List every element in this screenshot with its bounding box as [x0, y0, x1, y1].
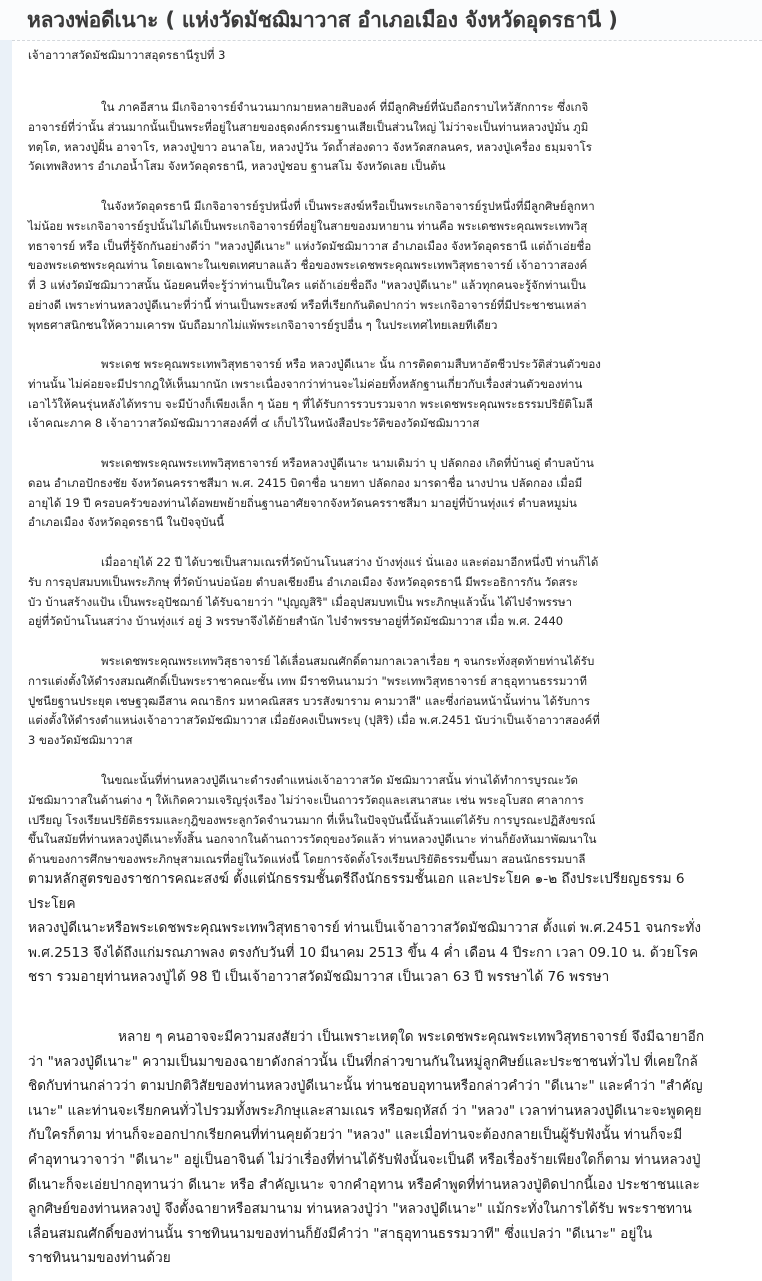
paragraph-line: เจ้าคณะภาค 8 เจ้าอาวาสวัดมัชฌิมาวาสองค์ที่ ๔ เก็บไว้ในหนังสือประวัติของวัดมัชฌิมาวาส — [28, 416, 480, 431]
paragraph — [28, 454, 594, 533]
paragraph-line: พระเดชพระคุณพระเทพวิสุธาจารย์ ได้เลื่อนสมณศักดิ์ตามกาลเวลาเรื่อย ๆ จนกระทั่งสุดท้ายท่านได้รับ — [101, 654, 595, 668]
paragraph-line: ในจังหวัดอุดรธานี มีเกจิอาจารย์รูปหนึ่งที่ เป็นพระสงฆ์หรือเป็นพระเกจิอาจารย์รูปหนึ่งที่มีลูกศิษย์ลูกหา — [101, 199, 595, 213]
paragraph — [28, 355, 601, 434]
paragraph-line: ชรา รวมอายุท่านหลวงปู่ได้ 98 ปี เป็นเจ้าอาวาสวัดมัชฌิมาวาส เป็นเวลา 63 ปี พรรษาได้ 76 พรรษา — [28, 969, 610, 986]
paragraph-line: รับ การอุปสมบทเป็นพระภิกษุ ที่วัดบ้านบ่อน้อย ตำบลเชียงยืน อำเภอเมือง จังหวัดอุดรธานี มีพระอธิการกัน วัดสระ — [28, 574, 579, 589]
paragraph-line: หลาย ๆ คนอาจจะมีความสงสัยว่า เป็นเพราะเหตุใด พระเดชพระคุณพระเทพวิสุทธาจารย์ จึงมีฉายาอีก — [118, 1029, 705, 1045]
paragraph-line: ท่านนั้น ไม่ค่อยจะมีปรากฎให้เห็นมากนัก เพราะเนื่องจากว่าท่านจะไม่ค่อยทิ้งหลักฐานเกี่ยวกับเรื่องส่วนตัวของท่าน — [28, 376, 583, 391]
paragraph-line: พระเดช พระคุณพระเทพวิสุทธาจารย์ หรือ หลวงปู่ดีเนาะ นั้น การติดตามสืบหาอัตชีวประวัติส่วนตัวของ — [101, 357, 601, 371]
paragraph-line: อำเภอเมือง จังหวัดอุดรธานี ในปัจจุบันนี้ — [28, 515, 225, 530]
paragraph — [28, 197, 595, 336]
paragraph-line: บัว บ้านสร้างแป้น เป็นพระอุปัชฌาย์ ได้รับฉายาว่า "ปุญญสิริ" เมื่ออุปสมบทเป็น พระภิกษุแล้วนั้น ได้ไปจำพรรษา — [28, 594, 573, 609]
paragraph-line: คำอุทานวาจาว่า "ดีเนาะ" อยู่เป็นอาจินต์ ไม่ว่าเรื่องที่ท่านได้รับฟังนั้นจะเป็นดี หรือเรื่องร้ายเพียงใดก็ตาม ท่านหลวงปู่ — [28, 1151, 701, 1168]
subtitle: เจ้าอาวาสวัดมัชฌิมาวาสอุดรธานีรูปที่ 3 — [28, 48, 226, 62]
paragraph-line: ปูชนียฐานประยุต เชษฐวุฒอีสาน คณาธิกร มหาคณิสสร บวรสังฆาราม คามวาสี" และซึ่งก่อนหน้านั้นท่าน ได้รับการ — [28, 693, 591, 708]
paragraph-line: ลูกศิษย์ของท่านหลวงปู่ จึงตั้งฉายาหรือสมานาม ท่านหลวงปู่ว่า "หลวงปู่ดีเนาะ" แม้กระทั่งในการได้รับ พระราชทาน — [28, 1201, 692, 1218]
page-title: หลวงพ่อดีเนาะ ( แห่งวัดมัชฌิมาวาส อำเภอเมือง จังหวัดอุดรธานี ) — [27, 8, 618, 32]
paragraph-line: ดีเนาะก็จะเอ่ยปากอุทานว่า ดีเนาะ หรือ สำคัญเนาะ จากคำอุทาน หรือคำพูดที่ท่านหลวงปู่ติดปากนี้เอง ประชาชนและ — [28, 1176, 700, 1193]
paragraph-line: ทธาจารย์ หรือ เป็นที่รู้จักกันอย่างดีว่า "หลวงปู่ดีเนาะ" แห่งวัดมัชฌิมาวาส อำเภอเมือง จังหวัดอุดรธานี แต่ถ้าเอ่ยชื่อ — [28, 238, 592, 253]
title-divider — [12, 40, 762, 41]
paragraph — [28, 553, 598, 632]
paragraph-line: กับใครก็ตาม ท่านก็จะออกปากเรียกคนที่ท่านคุยด้วยว่า "หลวง" และเมื่อท่านจะต้องกลายเป็นผู้รับฟังนั้น ท่านก็จะมี — [28, 1127, 683, 1144]
paragraph-line: พุทธศาสนิกชนให้ความเคารพ นับถือมากไม่แพ้พระเกจิอาจารย์รูปอื่น ๆ ในประเทศไทยเลยทีเดียว — [28, 317, 498, 332]
paragraph-line: ที่ 3 แห่งวัดมัชฌิมาวาสนั้น น้อยคนที่จะรู้ว่าท่านเป็นใคร แต่ถ้าเอ่ยชื่อถึง "หลวงปู่ดีเนาะ" แล้วทุกคนจะรู้จักท่านเป็น — [28, 278, 586, 293]
paragraph-line: ในขณะนั้นที่ท่านหลวงปู่ดีเนาะดำรงตำแหน่งเจ้าอาวาสวัด มัชฌิมาวาสนั้น ท่านได้ทำการบูรณะวัด — [101, 773, 578, 787]
paragraph-line: เอาไว้ให้คนรุ่นหลังได้ทราบ จะมีบ้างก็เพียงเล็ก ๆ น้อย ๆ ที่ได้รับการรวบรวมจาก พระเดชพระคุณพระธรรมปริยัติโมลี — [28, 396, 593, 411]
paragraph-line: ขึ้นในสมัยที่ท่านหลวงปู่ดีเนาะทั้งสิ้น นอกจากในด้านถาวรวัตถุของวัดแล้ว ท่านหลวงปู่ดีเนาะ ท่านก็ยังหันมาพัฒนาใน — [28, 832, 597, 847]
paragraph-line: ของพระเดชพระคุณท่าน โดยเฉพาะในเขตเทศบาลแล้ว ชื่อของพระเดชพระคุณพระเทพวิสุทธาจารย์ เจ้าอาวาสองค์ — [28, 258, 588, 273]
paragraph — [28, 652, 600, 751]
paragraph-line: เนาะ" และท่านจะเรียกคนทั่วไปรวมทั้งพระภิกษุและสามเณร หรือฆฤหัสถ์ ว่า "หลวง" เวลาท่านหลวงปู่ดีเนาะจะพูดคุย — [28, 1102, 702, 1119]
paragraph-line: ตามหลักสูตรของราชการคณะสงฆ์ ตั้งแต่นักธรรมชั้นตรีถึงนักธรรมชั้นเอก และประโยค ๑-๒ ถึงประเปรียญธรรม 6 — [28, 871, 685, 887]
paragraph-line: อย่างดี เพราะท่านหลวงปู่ดีเนาะที่ว่านี้ ท่านเป็นพระสงฆ์ หรือที่เรียกกันติดปากว่า พระเกจิอาจารย์ที่มีประชาชนเหล่า — [28, 297, 587, 312]
paragraph-line: ดอน อำเภอปักธงชัย จังหวัดนครราชสีมา พ.ศ. 2415 บิดาชื่อ นายทา ปลัดกอง มารดาชื่อ นางปาน ปลัดกอง เมื่อมี — [28, 475, 583, 490]
paragraph-line: เลื่อนสมณศักดิ์ของท่านนั้น ราชทินนามของท่านก็ยังมีคำว่า "สาธุอุทานธรรมวาที" ซึ่งแปลว่า "ดีเนาะ" อยู่ใน — [28, 1225, 653, 1242]
paragraph-line: ว่า "หลวงปู่ดีเนาะ" ความเป็นมาของฉายาดังกล่าวนั้น เป็นที่กล่าวขานกันในหมู่ลูกศิษย์และประชาชนทั่วไป ที่เคยใกล้ — [28, 1053, 698, 1070]
paragraph-line: ด้านของการศึกษาของพระภิกษุสามเณรที่อยู่ในวัดแห่งนี้ โดยการจัดตั้งโรงเรียนปริยัติธรรมขึ้นมา สอนนักธรรมบาลี — [28, 852, 586, 867]
paragraph-line: อาจารย์ที่ว่านั้น ส่วนมากนั้นเป็นพระที่อยู่ในสายของธุดงค์กรรมฐานเสียเป็นส่วนใหญ่ ไม่ว่าจะเป็นท่านหลวงปู่มั่น ภูมิ — [28, 119, 589, 134]
paragraph-line: เมื่ออายุได้ 22 ปี ได้บวชเป็นสามเณรที่วัดบ้านโนนสว่าง บ้างทุ่งแร่ นั่นเอง และต่อมาอีกหนึ่งปี ท่านก็ได้ — [101, 555, 599, 569]
paragraph-line: พระเดชพระคุณพระเทพวิสุทธาจารย์ หรือหลวงปู่ดีเนาะ นามเดิมว่า บุ ปลัดกอง เกิดที่บ้านดู่ ตำบลบ้าน — [101, 456, 594, 470]
paragraph-line: ใน ภาคอีสาน มีเกจิอาจารย์จำนวนมากมายหลายสิบองค์ ที่มีลูกศิษย์ที่นับถือกราบไหว้สักการะ ซึ่งเกจิ — [101, 100, 589, 114]
paragraph-line: การแต่งตั้งให้ดำรงสมณศักดิ์เป็นพระราชาคณะชั้น เทพ มีราชทินนามว่า "พระเทพวิสุทธาจารย์ สาธุอุทานธรรมวาที — [28, 673, 587, 688]
paragraph-line: ไม่น้อย พระเกจิอาจารย์รูปนั้นไม่ได้เป็นพระเกจิอาจารย์ที่อยู่ในสายของมหายาน ท่านคือ พระเดชพระคุณพระเทพวิสุ — [28, 218, 588, 233]
paragraph — [28, 98, 592, 177]
paragraph-line: ราชทินนามของท่านด้วย — [28, 1250, 171, 1267]
paragraph-line: อยู่ที่วัดบ้านโนนสว่าง บ้านทุ่งแร่ อยู่ 3 พรรษาจึงได้ย้ายสำนัก ไปจำพรรษาอยู่ที่วัดมัชฌิมาวาส เมื่อ พ.ศ. 2440 — [28, 614, 564, 629]
paragraph-line: วัดเทพสิงหาร อำเภอน้ำโสม จังหวัดอุดรธานี, หลวงปู่ชอบ ฐานสโม จังหวัดเลย เป็นต้น — [28, 159, 446, 174]
paragraph-line: ชิดกับท่านกล่าวว่า ตามปกติวิสัยของท่านหลวงปู่ดีเนาะนั้น ท่านชอบอุทานหรือกล่าวคำว่า "ดีเนาะ" และคำว่า "สำคัญ — [28, 1078, 703, 1095]
paragraph-line: ประโยค — [28, 895, 76, 912]
paragraph — [28, 771, 597, 870]
paragraph-line: แต่งตั้งให้ดำรงตำแหน่งเจ้าอาวาสวัดมัชฌิมาวาส เมื่อยังคงเป็นพระบุ (ปุสิริ) เมื่อ พ.ศ.2451 นับว่าเป็นเจ้าอาวาสองค์ที่ — [28, 713, 600, 728]
paragraph — [28, 1025, 704, 1271]
paragraph-line: พ.ศ.2513 จึงได้ถึงแก่มรณภาพลง ตรงกับวันที่ 10 มีนาคม 2513 ขึ้น 4 ค่ำ เดือน 4 ปีระกา เวลา 09.10 น. ด้วยโรค — [28, 944, 699, 961]
paragraph-line: อายุได้ 19 ปี ครอบครัวของท่านได้อพยพย้ายถิ่นฐานอาศัยจากจังหวัดนครราชสีมา มาอยู่ที่บ้านทุ่งแร่ ตำบลหมูม่น — [28, 495, 577, 510]
left-border — [0, 40, 12, 1281]
paragraph-line: เปรียญ โรงเรียนปริยัติธรรมและกุฎิของพระลูกวัดจำนวนมาก ที่เห็นในปัจจุบันนี้นั้นล้วนแต่ได้รับ การบูรณะปฏิสังขรณ์ — [28, 812, 596, 827]
paragraph-line: 3 ของวัดมัชฌิมาวาส — [28, 733, 133, 748]
paragraph — [28, 867, 701, 990]
paragraph-line: มัชฌิมาวาสในด้านต่าง ๆ ให้เกิดความเจริญรุ่งเรือง ไม่ว่าจะเป็นถาวรวัตถุและเสนาสนะ เช่น พระอุโบสถ ศาลาการ — [28, 792, 584, 807]
paragraph-line: หลวงปู่ดีเนาะหรือพระเดชพระคุณพระเทพวิสุทธาจารย์ ท่านเป็นเจ้าอาวาสวัดมัชฌิมาวาส ตั้งแต่ พ.ศ.2451 จนกระทั่ง — [28, 920, 702, 937]
paragraph-line: ทตฺโต, หลวงปู่ฝั้น อาจาโร, หลวงปู่ขาว อนาลโย, หลวงปู่วัน วัดถ้ำส่องดาว จังหวัดสกลนคร, หลวงปู่เครื่อง ธมฺมจาโร — [28, 139, 592, 154]
